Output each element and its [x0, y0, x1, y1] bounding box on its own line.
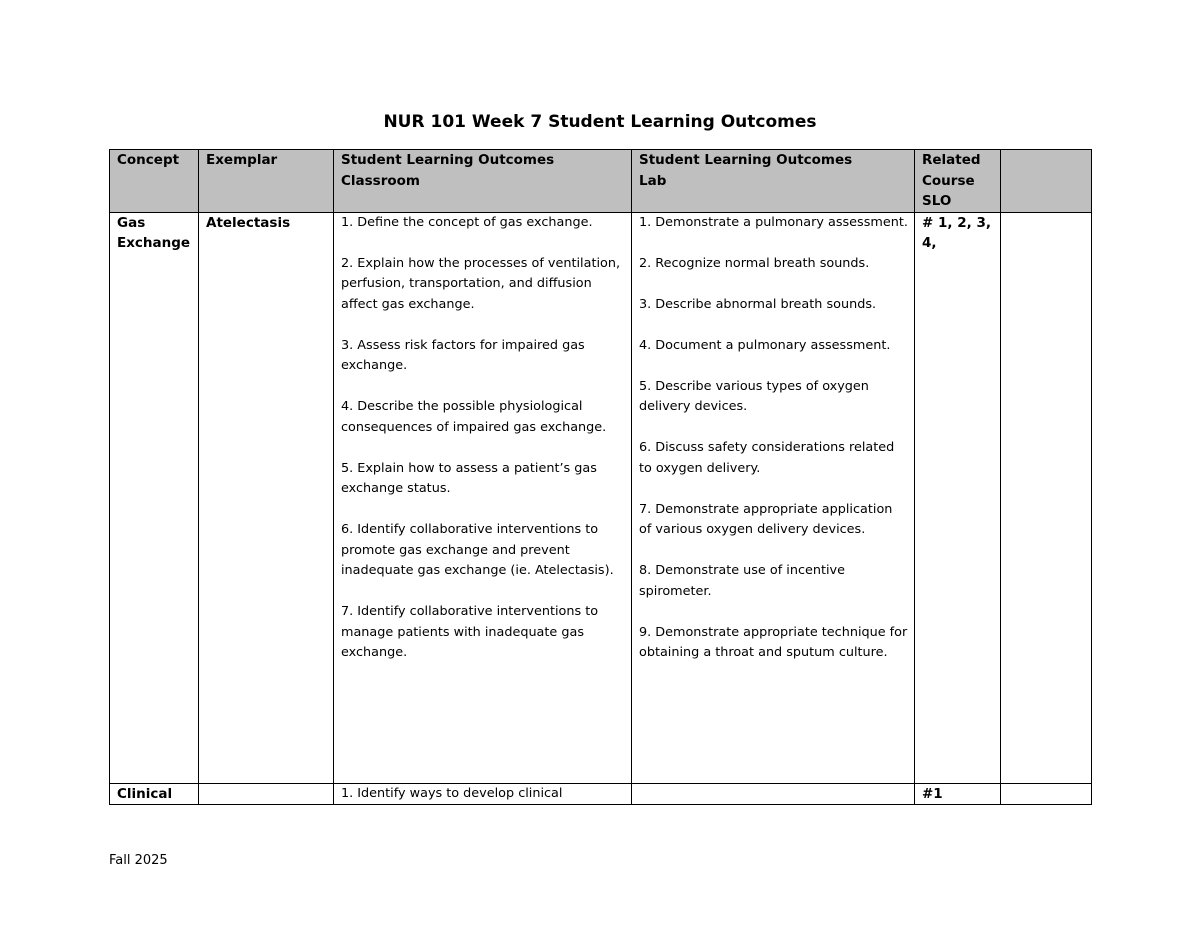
- header-extra: [1001, 150, 1092, 213]
- classroom-outcome: 1. Identify ways to develop clinical: [341, 785, 563, 801]
- classroom-outcome: 3. Assess risk factors for impaired gas exchange.: [341, 337, 585, 373]
- classroom-outcome: 1. Define the concept of gas exchange.: [341, 214, 593, 230]
- cell-extra: [1001, 212, 1092, 783]
- cell-lab: [632, 783, 915, 805]
- page-title: NUR 101 Week 7 Student Learning Outcomes: [383, 112, 817, 132]
- cell-exemplar: Atelectasis: [199, 212, 334, 783]
- cell-extra: [1001, 783, 1092, 805]
- cell-exemplar: [199, 783, 334, 805]
- header-concept: Concept: [110, 150, 199, 213]
- cell-classroom: [334, 783, 632, 805]
- header-related-slo: Related Course SLO: [915, 150, 1001, 213]
- header-classroom: [334, 150, 632, 213]
- cell-concept: Clinical: [110, 783, 199, 805]
- classroom-outcome: 7. Identify collaborative interventions to manage patients with inadequate gas exchange.: [341, 604, 599, 660]
- cell-lab: [632, 212, 915, 783]
- lab-outcome: 5. Describe various types of oxygen delivery devices.: [639, 378, 869, 414]
- lab-outcome: 7. Demonstrate appropriate application of various oxygen delivery devices.: [639, 501, 893, 537]
- cell-classroom: [334, 212, 632, 783]
- table-row: [110, 783, 1092, 805]
- slo-table: [109, 149, 1092, 805]
- table-header-row: [110, 150, 1092, 213]
- lab-outcome: 1. Demonstrate a pulmonary assessment.: [639, 214, 908, 230]
- header-lab: [632, 150, 915, 213]
- classroom-outcome: 5. Explain how to assess a patient’s gas exchange status.: [341, 460, 597, 496]
- cell-concept: Gas Exchange: [110, 212, 199, 783]
- table-row: [110, 212, 1092, 783]
- footer-text: Fall 2025: [109, 853, 168, 868]
- cell-related-slo: #1: [915, 783, 1001, 805]
- lab-outcome: 2. Recognize normal breath sounds.: [639, 255, 870, 271]
- lab-outcome: 4. Document a pulmonary assessment.: [639, 337, 891, 353]
- classroom-outcome: 4. Describe the possible physiological consequences of impaired gas exchange.: [341, 399, 607, 435]
- cell-related-slo: # 1, 2, 3, 4,: [915, 212, 1001, 783]
- header-classroom-line1: Student Learning Outcomes: [341, 152, 555, 168]
- lab-outcome: 6. Discuss safety considerations related to oxygen delivery.: [639, 440, 895, 476]
- lab-outcome: 3. Describe abnormal breath sounds.: [639, 296, 877, 312]
- lab-outcome: 9. Demonstrate appropriate technique for obtaining a throat and sputum culture.: [639, 624, 908, 660]
- header-lab-line1: Student Learning Outcomes: [639, 152, 853, 168]
- classroom-outcome: 6. Identify collaborative interventions to promote gas exchange and prevent inadequate gas exchange (ie. Atelectasis).: [341, 522, 614, 578]
- classroom-outcome: 2. Explain how the processes of ventilation, perfusion, transportation, and diffusion affect gas exchange.: [341, 255, 621, 312]
- header-classroom-line2: Classroom: [341, 172, 420, 189]
- header-exemplar: Exemplar: [199, 150, 334, 213]
- header-lab-line2: Lab: [639, 172, 667, 189]
- lab-outcome: 8. Demonstrate use of incentive spirometer.: [639, 563, 845, 599]
